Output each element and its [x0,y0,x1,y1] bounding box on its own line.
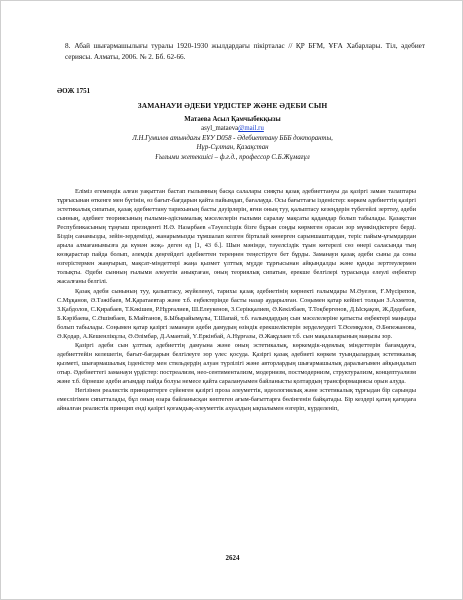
page-number: 2624 [225,554,240,562]
author-city: Нұр-Сұлтан, Қазақстан [196,144,269,152]
author-block [1,115,463,162]
reference-text: Абай шығармашылығы туралы 1920-1930 жылдардағы пікірталас // ҚР БҒМ, ҰҒА Хабарлары. Тіл, әдебиет сериясы. Алматы, 2006. № 2. Бб. 62-66. [65,42,425,61]
author-supervisor: Ғылыми жетекшісі – ф.ғ.д., профессор С.Б.Жұмағұл [155,153,310,161]
article-title: ЗАМАНАУИ ӘДЕБИ ҮРДІСТЕР ЖӘНЕ ӘДЕБИ СЫН [137,101,328,110]
body-paragraph: Еліміз егемендік алған уақыттан бастап ғылымның басқа салалары сияқты қазақ әдебиеттануы да қазіргі заман талаптары тұрғысынан өткенге мен бүгінін, өз бағыт-бағдарын қайта пайымдап, бағалауда. Осы бағыттағы ізденістер: көркем әдебиеттің қазіргі эстетикалық сипатын, қазақ әдебиеттану тарихының басты дәуірлерін, яғни оның туу, қалыптасу кезеңдерін түбегейлі зерттеу, әдеби сынның, әдебиет теориясының ғылыми-әдіснамалық мәселелерін ғылыми саралау мақсаты қадамдар болып табылады. Қазақстан Республикасының тұңғыш президенті Н.Ә. Назарбаев «Тәуелсіздік бізге бұрын соңды көрмеген орасан зор мүмкіндіктерге берді. Біздің санамызды, зейін-зердемізді, жанарымызды тұмшалап келген бірталай көнерген сарыншаштардан, теріс пайым-ұғымдардан арыла алмағанымызға да күмән жоқ» деген ед [1, 43 б.]. Шын мәнінде, тәуелсіздік тұын көтерелі сөз өнері саласында тың көзқарастар пайда болып, әлемдік деңгейдегі әдебиеттен тереңнен теңестіруге бет бұрды. Заманауи қазақ әдеби сыны да соны өзгерістермен жаңғырып, мақсат-міндеттері жаңа қызмет үлттық мүдде тұрғысынан айқындалды және құнды зерттеулермен толықты. Әдеби сынның ғылыми әлеуетін анықтаған, оның теориялық сипатын, ерекше белгілері турасында елеулі еңбектер жасалғаны белгілі. [57,188,416,286]
author-name: Матаева Асыл Қамчыбекқызы [184,116,281,123]
author-affiliation: Л.Н.Гумилев атындағы ЕҰУ D058 - Әдебиеттану БББ докторанты, [132,134,333,142]
body-paragraph: Қазіргі әдеби сын ұлттық әдебиеттің дамуына және оның эстетикалық, көркемдік-идеялық міндеттерін бағамдауға, әдебиеттейін келешегін, бағыт-бағдарын белгілеуге зор үлес қосуда. Қазіргі қазақ әдебиеті көркем туындылардың эстетикалық қызметі, шығармашылық ізденістер мен стильдердің алуан түрлілігі және авторлардың шығармашылық даралығымен айқындалып отыр. Әдебиеттегі заманауи үрдістер: постреализм, нео-сентиментализм, модернизм, постмодернизм, структурализм, концептуализм және т.б. бірнеше әдеби ағымдар пайда болуы немесе қайта саралануымен байланысты қолтардың трансформациясы орын алуда. [57,341,416,385]
udc-code: ӘОЖ 1751 [57,87,91,95]
body-paragraph: Негізінен реалистік принциптерге сүйенген қазіргі проза әлеуметтік, идеологиялық және эстетикалық тұрғыдан бір сарынды емеслігімен сипатталады, бұл оның өзара байланысқан көптеген ағым-бағыттарға бөлінгенін байқатады. Бір кездері қатаң қағидаға айналған реалистік принцип енді қазіргі қоғамдық-әлеуметтік ахуалдың ықпалымен өзгеріп, күрделеніп, [57,387,416,413]
author-email[interactable] [1,124,463,133]
body-paragraph: Қазақ әдеби сынының туу, қалыптасу, жүйеленуі, тарихы қазақ әдебиетінің көрнекті ғалымдары М.Әуезов, Ғ.Мүсірепов, С.Мұқанов, Ә.Тәжібаев, М.Қаратаевтар және т.б. еңбектерінде басты назар аударылған. Соңымен қатар кейінгі толқын З.Ахметов, З.Қабдолов, С.Қирабаев, Т.Кәкішев, Р.Нұрғалиев, Ш.Елеукенов, З.Серікқалиев, Ә.Кекілбаев, Т.Тоқбергенов, Д.Ысқақов, Ж.Дәдебаев, Б.Кәрібаева, С.Әшімбаев, Б.Майтанов, Б.Ыбырайымұлы, Т.Шапай, т.б. ғалымдардың сын мәселелеріне қатысты еңбектері маңызды болып табылады. Соңымен қатар қазіргі заманауи әдеби дамудың өзіндік ерекшеліктерін зерделеудегі Т.Әсемқұлов, Ә.Бөпежанова, Ә.Қодар, А.Кешенлікұлы, Ә.Әлімбар, Д.Амантай, Ү.Еркінбай, А.Нұрғазы, Ә.Жақұлаев т.б. сын мақалаларының маңызы зор. [57,287,416,340]
reference-number: 8. [65,42,71,50]
email-domain-link[interactable]: @mail.ru [238,125,264,133]
reference-item [65,41,425,62]
email-local-part[interactable]: asyl_mataeva [201,125,239,133]
article-body [57,187,416,413]
